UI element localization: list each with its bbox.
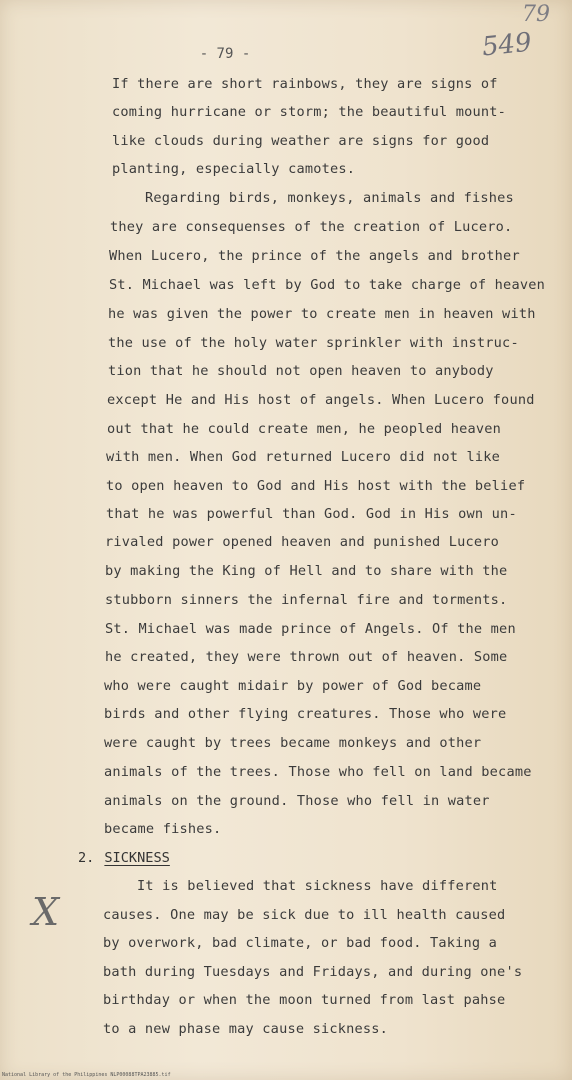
text-line: who were caught midair by power of God became [104, 678, 482, 694]
archive-footer: National Library of the Philippines NLP00088TPA23885.tif [2, 1072, 171, 1078]
text-line: animals on the ground. Those who fell in water [104, 793, 490, 809]
text-line: like clouds during weather are signs for good [112, 133, 490, 149]
text-line: If there are short rainbows, they are signs of [112, 76, 498, 92]
text-line: the use of the holy water sprinkler with instruc- [108, 335, 519, 351]
folio-number: 549 [480, 27, 534, 63]
margin-x-mark: X [32, 890, 60, 934]
section-title: SICKNESS [104, 850, 170, 866]
text-line: to open heaven to God and His host with the belief [106, 478, 526, 494]
text-line: Regarding birds, monkeys, animals and fishes [145, 190, 514, 206]
text-line: to a new phase may cause sickness. [103, 1021, 389, 1037]
text-line: with men. When God returned Lucero did not like [106, 449, 501, 465]
text-line: It is believed that sickness have different [137, 878, 498, 894]
text-line: causes. One may be sick due to ill health caused [103, 907, 506, 923]
section-heading [78, 850, 170, 866]
corner-page-mark: 79 [522, 2, 550, 27]
text-line: coming hurricane or storm; the beautiful mount- [112, 104, 507, 120]
text-line: birds and other flying creatures. Those who were [104, 706, 507, 722]
text-line: he was given the power to create men in heaven with [108, 306, 536, 322]
text-line: St. Michael was left by God to take charge of heaven [109, 277, 545, 293]
text-line: St. Michael was made prince of Angels. Of the men [105, 621, 516, 637]
text-line: they are consequenses of the creation of Lucero. [110, 219, 513, 235]
text-line: that he was powerful than God. God in His own un- [106, 506, 517, 522]
text-line: by overwork, bad climate, or bad food. Taking a [103, 935, 498, 951]
text-line: by making the King of Hell and to share with the [105, 563, 508, 579]
text-line: stubborn sinners the infernal fire and torments. [105, 592, 508, 608]
page-number: - 79 - [199, 46, 251, 62]
text-line: planting, especially camotes. [112, 161, 356, 177]
section-number: 2. [78, 850, 95, 866]
text-line: rivaled power opened heaven and punished Lucero [105, 534, 500, 550]
text-line: out that he could create men, he peopled heaven [107, 421, 502, 437]
text-line: tion that he should not open heaven to anybody [108, 363, 494, 379]
text-line: except He and His host of angels. When Lucero found [107, 392, 535, 408]
text-line: animals of the trees. Those who fell on land became [104, 764, 532, 780]
text-line: bath during Tuesdays and Fridays, and during one's [103, 964, 523, 980]
text-line: he created, they were thrown out of heaven. Some [105, 649, 508, 665]
text-line: birthday or when the moon turned from last pahse [103, 992, 506, 1008]
text-line: became fishes. [104, 821, 222, 837]
text-line: When Lucero, the prince of the angels and brother [109, 248, 520, 264]
text-line: were caught by trees became monkeys and other [104, 735, 482, 751]
